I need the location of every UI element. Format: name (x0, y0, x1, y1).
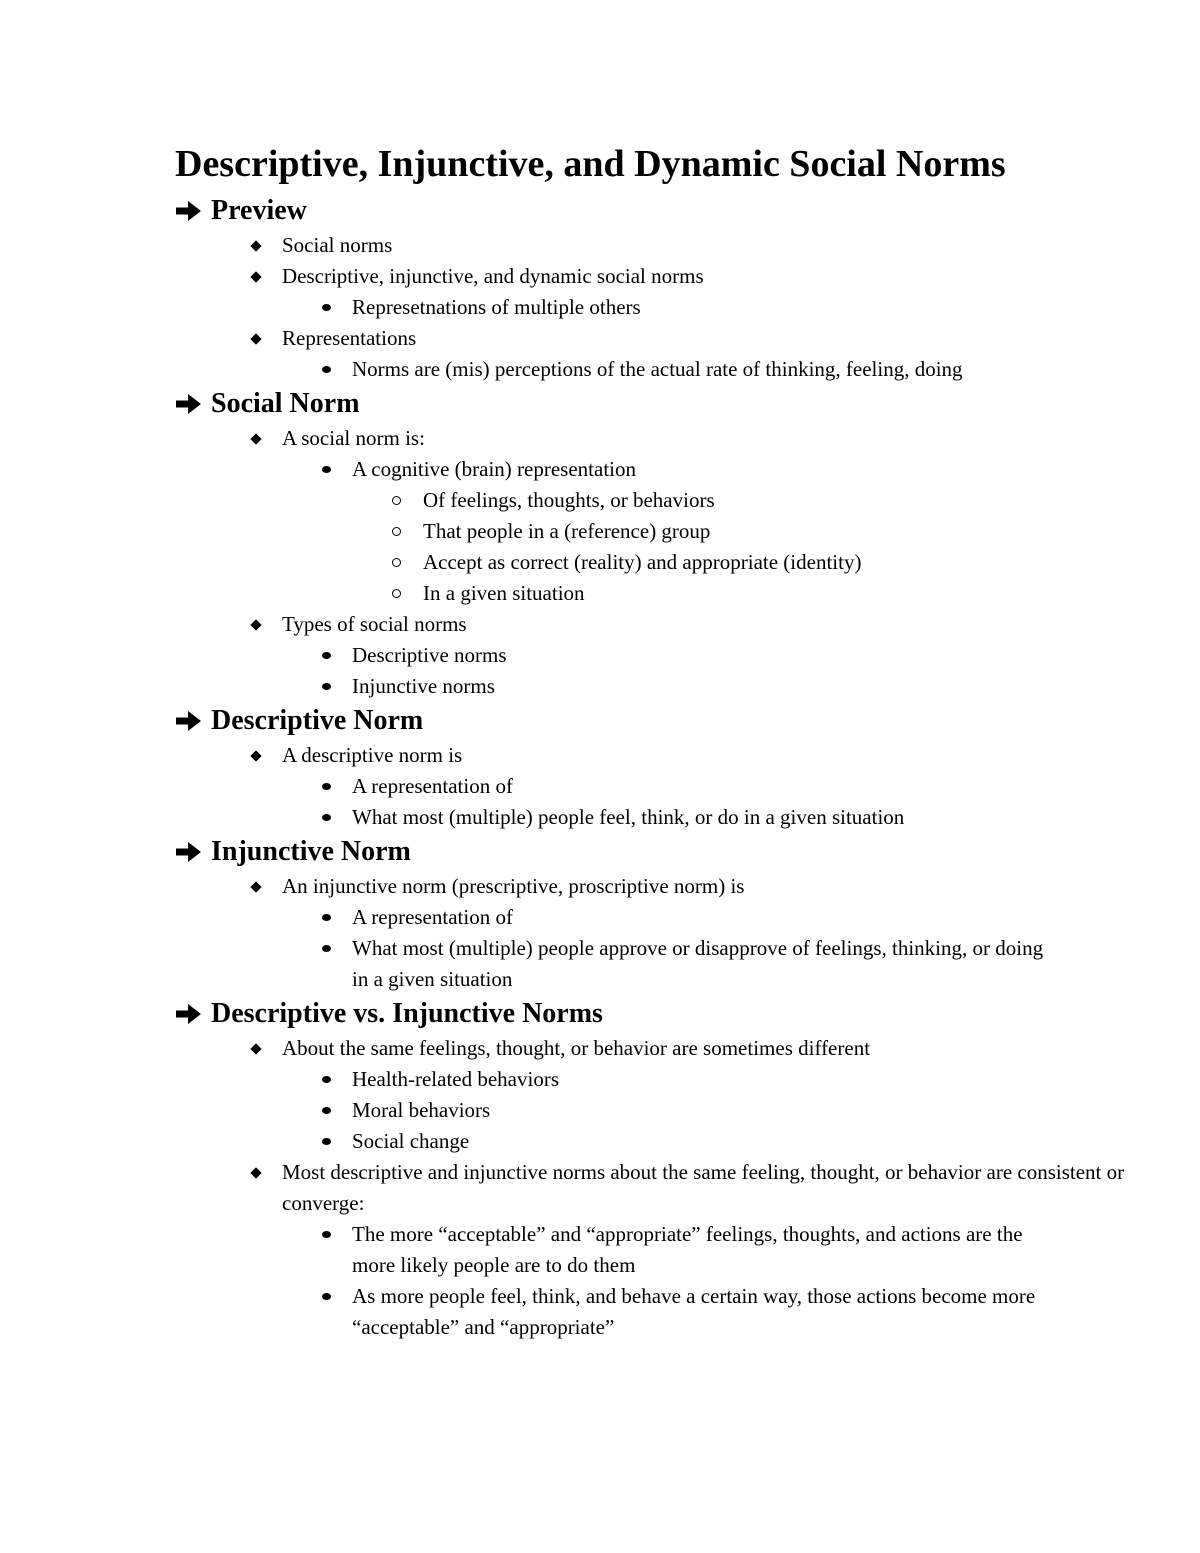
list-item-text: Health-related behaviors (352, 1067, 559, 1091)
arrow-right-icon (174, 995, 208, 1033)
diamond-bullet-icon (246, 230, 266, 261)
list-item (0, 802, 1052, 833)
list-item-text: That people in a (reference) group (423, 519, 711, 543)
section-heading (0, 995, 1200, 1033)
dot-bullet-icon (316, 1126, 336, 1157)
list-item-text: What most (multiple) people feel, think, or do in a given situation (352, 805, 905, 829)
list-item-text: A cognitive (brain) representation (352, 457, 636, 481)
diamond-bullet-icon (246, 1157, 266, 1188)
diamond-bullet-icon (246, 261, 266, 292)
list-item (0, 578, 1200, 609)
dot-bullet-icon (316, 802, 336, 833)
list-item-text: Types of social norms (282, 612, 467, 636)
dot-bullet-icon (316, 354, 336, 385)
diamond-bullet-icon (246, 871, 266, 902)
dot-bullet-icon (316, 771, 336, 802)
list-item-text: About the same feelings, thought, or behavior are sometimes different (282, 1036, 871, 1060)
dot-bullet-icon (316, 933, 336, 964)
dot-bullet-icon (316, 1219, 336, 1250)
list-item-text: An injunctive norm (prescriptive, proscriptive norm) is (282, 874, 745, 898)
list-item-text: Moral behaviors (352, 1098, 491, 1122)
dot-bullet-icon (316, 902, 336, 933)
arrow-right-icon (174, 385, 208, 423)
list-item (0, 261, 1200, 292)
list-item (0, 609, 1200, 640)
list-item-text: Norms are (mis) perceptions of the actual rate of thinking, feeling, doing (352, 357, 963, 381)
arrow-right-icon (174, 702, 208, 740)
circle-bullet-icon (386, 485, 406, 516)
outline-section (0, 702, 1200, 833)
section-heading (0, 192, 1200, 230)
list-item (0, 423, 1200, 454)
section-heading-text: Social Norm (211, 388, 360, 419)
list-item-text: Of feelings, thoughts, or behaviors (423, 488, 715, 512)
section-heading-text: Descriptive vs. Injunctive Norms (211, 998, 603, 1029)
dot-bullet-icon (316, 454, 336, 485)
list-item (0, 354, 1052, 385)
dot-bullet-icon (316, 1281, 336, 1312)
list-item-text: A descriptive norm is (282, 743, 463, 767)
list-item-text: A social norm is: (282, 426, 425, 450)
section-heading-text: Preview (211, 195, 307, 226)
outline (0, 192, 1200, 1343)
list-item (0, 933, 1052, 995)
list-item-text: Represetnations of multiple others (352, 295, 641, 319)
list-item-text: As more people feel, think, and behave a certain way, those actions become more “acceptable” and “appropriate” (352, 1284, 1036, 1339)
dot-bullet-icon (316, 671, 336, 702)
list-item (0, 516, 1200, 547)
dot-bullet-icon (316, 640, 336, 671)
list-item-text: Representations (282, 326, 417, 350)
section-heading-text: Injunctive Norm (211, 836, 411, 867)
list-item (0, 230, 1200, 261)
list-item-text: What most (multiple) people approve or disapprove of feelings, thinking, or doing in a given situation (352, 936, 1044, 991)
page-title: Descriptive, Injunctive, and Dynamic Social Norms (175, 143, 1006, 185)
outline-section (0, 833, 1200, 995)
diamond-bullet-icon (246, 740, 266, 771)
outline-section (0, 192, 1200, 385)
list-item (0, 1219, 1052, 1281)
list-item-text: Social change (352, 1129, 470, 1153)
list-item (0, 323, 1200, 354)
list-item (0, 454, 1052, 485)
list-item (0, 771, 1052, 802)
section-heading (0, 702, 1200, 740)
list-item-text: In a given situation (423, 581, 585, 605)
arrow-right-icon (174, 833, 208, 871)
circle-bullet-icon (386, 516, 406, 547)
dot-bullet-icon (316, 292, 336, 323)
circle-bullet-icon (386, 547, 406, 578)
list-item (0, 292, 1052, 323)
outline-section (0, 995, 1200, 1343)
list-item (0, 547, 1200, 578)
section-heading (0, 833, 1200, 871)
list-item (0, 1126, 1052, 1157)
arrow-right-icon (174, 192, 208, 230)
list-item-text: The more “acceptable” and “appropriate” feelings, thoughts, and actions are the more likely people are to do them (352, 1222, 1023, 1277)
list-item (0, 1033, 1200, 1064)
list-item-text: Social norms (282, 233, 393, 257)
dot-bullet-icon (316, 1064, 336, 1095)
list-item (0, 902, 1052, 933)
list-item-text: Most descriptive and injunctive norms about the same feeling, thought, or behavior are consistent or converge: (282, 1160, 1125, 1215)
list-item-text: Descriptive, injunctive, and dynamic social norms (282, 264, 704, 288)
outline-section (0, 385, 1200, 702)
list-item (0, 1281, 1052, 1343)
list-item-text: Injunctive norms (352, 674, 495, 698)
section-heading-text: Descriptive Norm (211, 705, 424, 736)
list-item (0, 1064, 1052, 1095)
list-item-text: Accept as correct (reality) and appropriate (identity) (423, 550, 862, 574)
diamond-bullet-icon (246, 1033, 266, 1064)
dot-bullet-icon (316, 1095, 336, 1126)
list-item (0, 1157, 1200, 1219)
circle-bullet-icon (386, 578, 406, 609)
list-item (0, 671, 1052, 702)
section-heading (0, 385, 1200, 423)
list-item (0, 640, 1052, 671)
diamond-bullet-icon (246, 609, 266, 640)
diamond-bullet-icon (246, 423, 266, 454)
list-item (0, 740, 1200, 771)
list-item (0, 485, 1200, 516)
list-item-text: A representation of (352, 774, 513, 798)
list-item-text: Descriptive norms (352, 643, 507, 667)
list-item (0, 871, 1200, 902)
list-item-text: A representation of (352, 905, 513, 929)
list-item (0, 1095, 1052, 1126)
diamond-bullet-icon (246, 323, 266, 354)
